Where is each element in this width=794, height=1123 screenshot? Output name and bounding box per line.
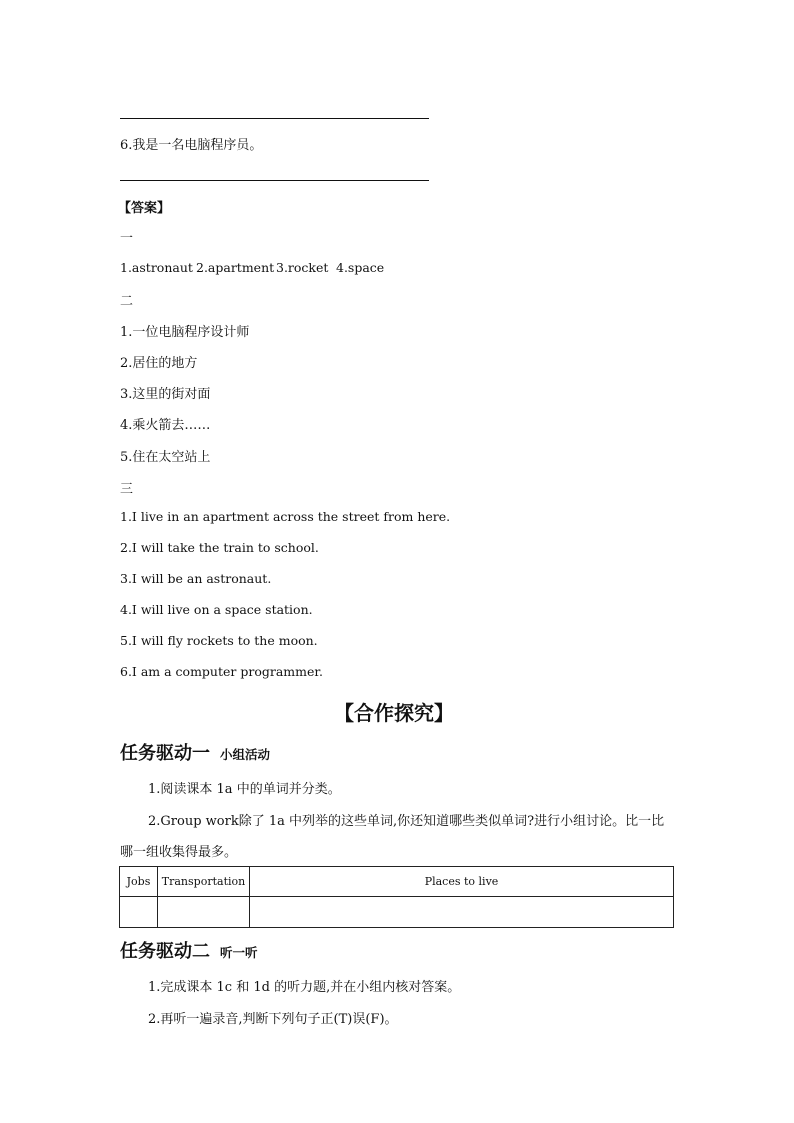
answer-part1-item: 3.rocket bbox=[276, 260, 329, 275]
task1-item2-line2: 哪一组收集得最多。 bbox=[120, 845, 238, 860]
table-cell-jobs[interactable] bbox=[120, 897, 158, 928]
section-heading: 【合作探究】 bbox=[334, 701, 454, 725]
answer-part1-item: 2.apartment bbox=[196, 260, 275, 275]
task1-subtitle: 小组活动 bbox=[220, 747, 271, 762]
answer-part3-item: 5.I will fly rockets to the moon. bbox=[120, 633, 318, 648]
table-cell-places[interactable] bbox=[250, 897, 674, 928]
task2-item2: 2.再听一遍录音,判断下列句子正(T)误(F)。 bbox=[148, 1012, 398, 1027]
task1-heading bbox=[120, 739, 270, 765]
answer-title: 【答案】 bbox=[118, 201, 171, 216]
answer-part1-label: 一 bbox=[120, 231, 134, 246]
answer-part2-label: 二 bbox=[120, 294, 134, 309]
answer-part3-item: 3.I will be an astronaut. bbox=[120, 571, 272, 586]
answer-part1-item: 4.space bbox=[336, 260, 385, 275]
translation-item-6: 6.我是一名电脑程序员。 bbox=[120, 138, 263, 153]
task2-title: 任务驱动二 bbox=[120, 941, 210, 962]
table-header-jobs: Jobs bbox=[120, 867, 158, 897]
classification-table bbox=[119, 866, 674, 928]
task2-subtitle: 听一听 bbox=[220, 945, 258, 960]
answer-part2-item: 2.居住的地方 bbox=[120, 356, 198, 371]
answer-part2-item: 3.这里的街对面 bbox=[120, 387, 211, 402]
table-header-transportation: Transportation bbox=[158, 867, 250, 897]
answer-part2-item: 4.乘火箭去…… bbox=[120, 418, 211, 433]
answer-part3-label: 三 bbox=[120, 482, 134, 497]
answer-part2-item: 1.一位电脑程序设计师 bbox=[120, 325, 250, 340]
task1-item1: 1.阅读课本 1a 中的单词并分类。 bbox=[148, 782, 341, 797]
answer-part1-item: 1.astronaut bbox=[120, 260, 193, 275]
answer-part3-item: 2.I will take the train to school. bbox=[120, 540, 319, 555]
answer-blank-line bbox=[120, 118, 429, 119]
answer-part3-item: 4.I will live on a space station. bbox=[120, 602, 313, 617]
answer-part2-item: 5.住在太空站上 bbox=[120, 450, 211, 465]
answer-blank-line bbox=[120, 180, 429, 181]
table-header-places: Places to live bbox=[250, 867, 674, 897]
task1-item2-line1: 2.Group work除了 1a 中列举的这些单词,你还知道哪些类似单词?进行小组讨论。比一比 bbox=[148, 814, 665, 829]
answer-part3-item: 6.I am a computer programmer. bbox=[120, 664, 323, 679]
task2-item1: 1.完成课本 1c 和 1d 的听力题,并在小组内核对答案。 bbox=[148, 980, 461, 995]
task2-heading bbox=[120, 937, 258, 963]
task1-title: 任务驱动一 bbox=[120, 743, 210, 764]
table-cell-transportation[interactable] bbox=[158, 897, 250, 928]
answer-part3-item: 1.I live in an apartment across the street from here. bbox=[120, 509, 451, 524]
